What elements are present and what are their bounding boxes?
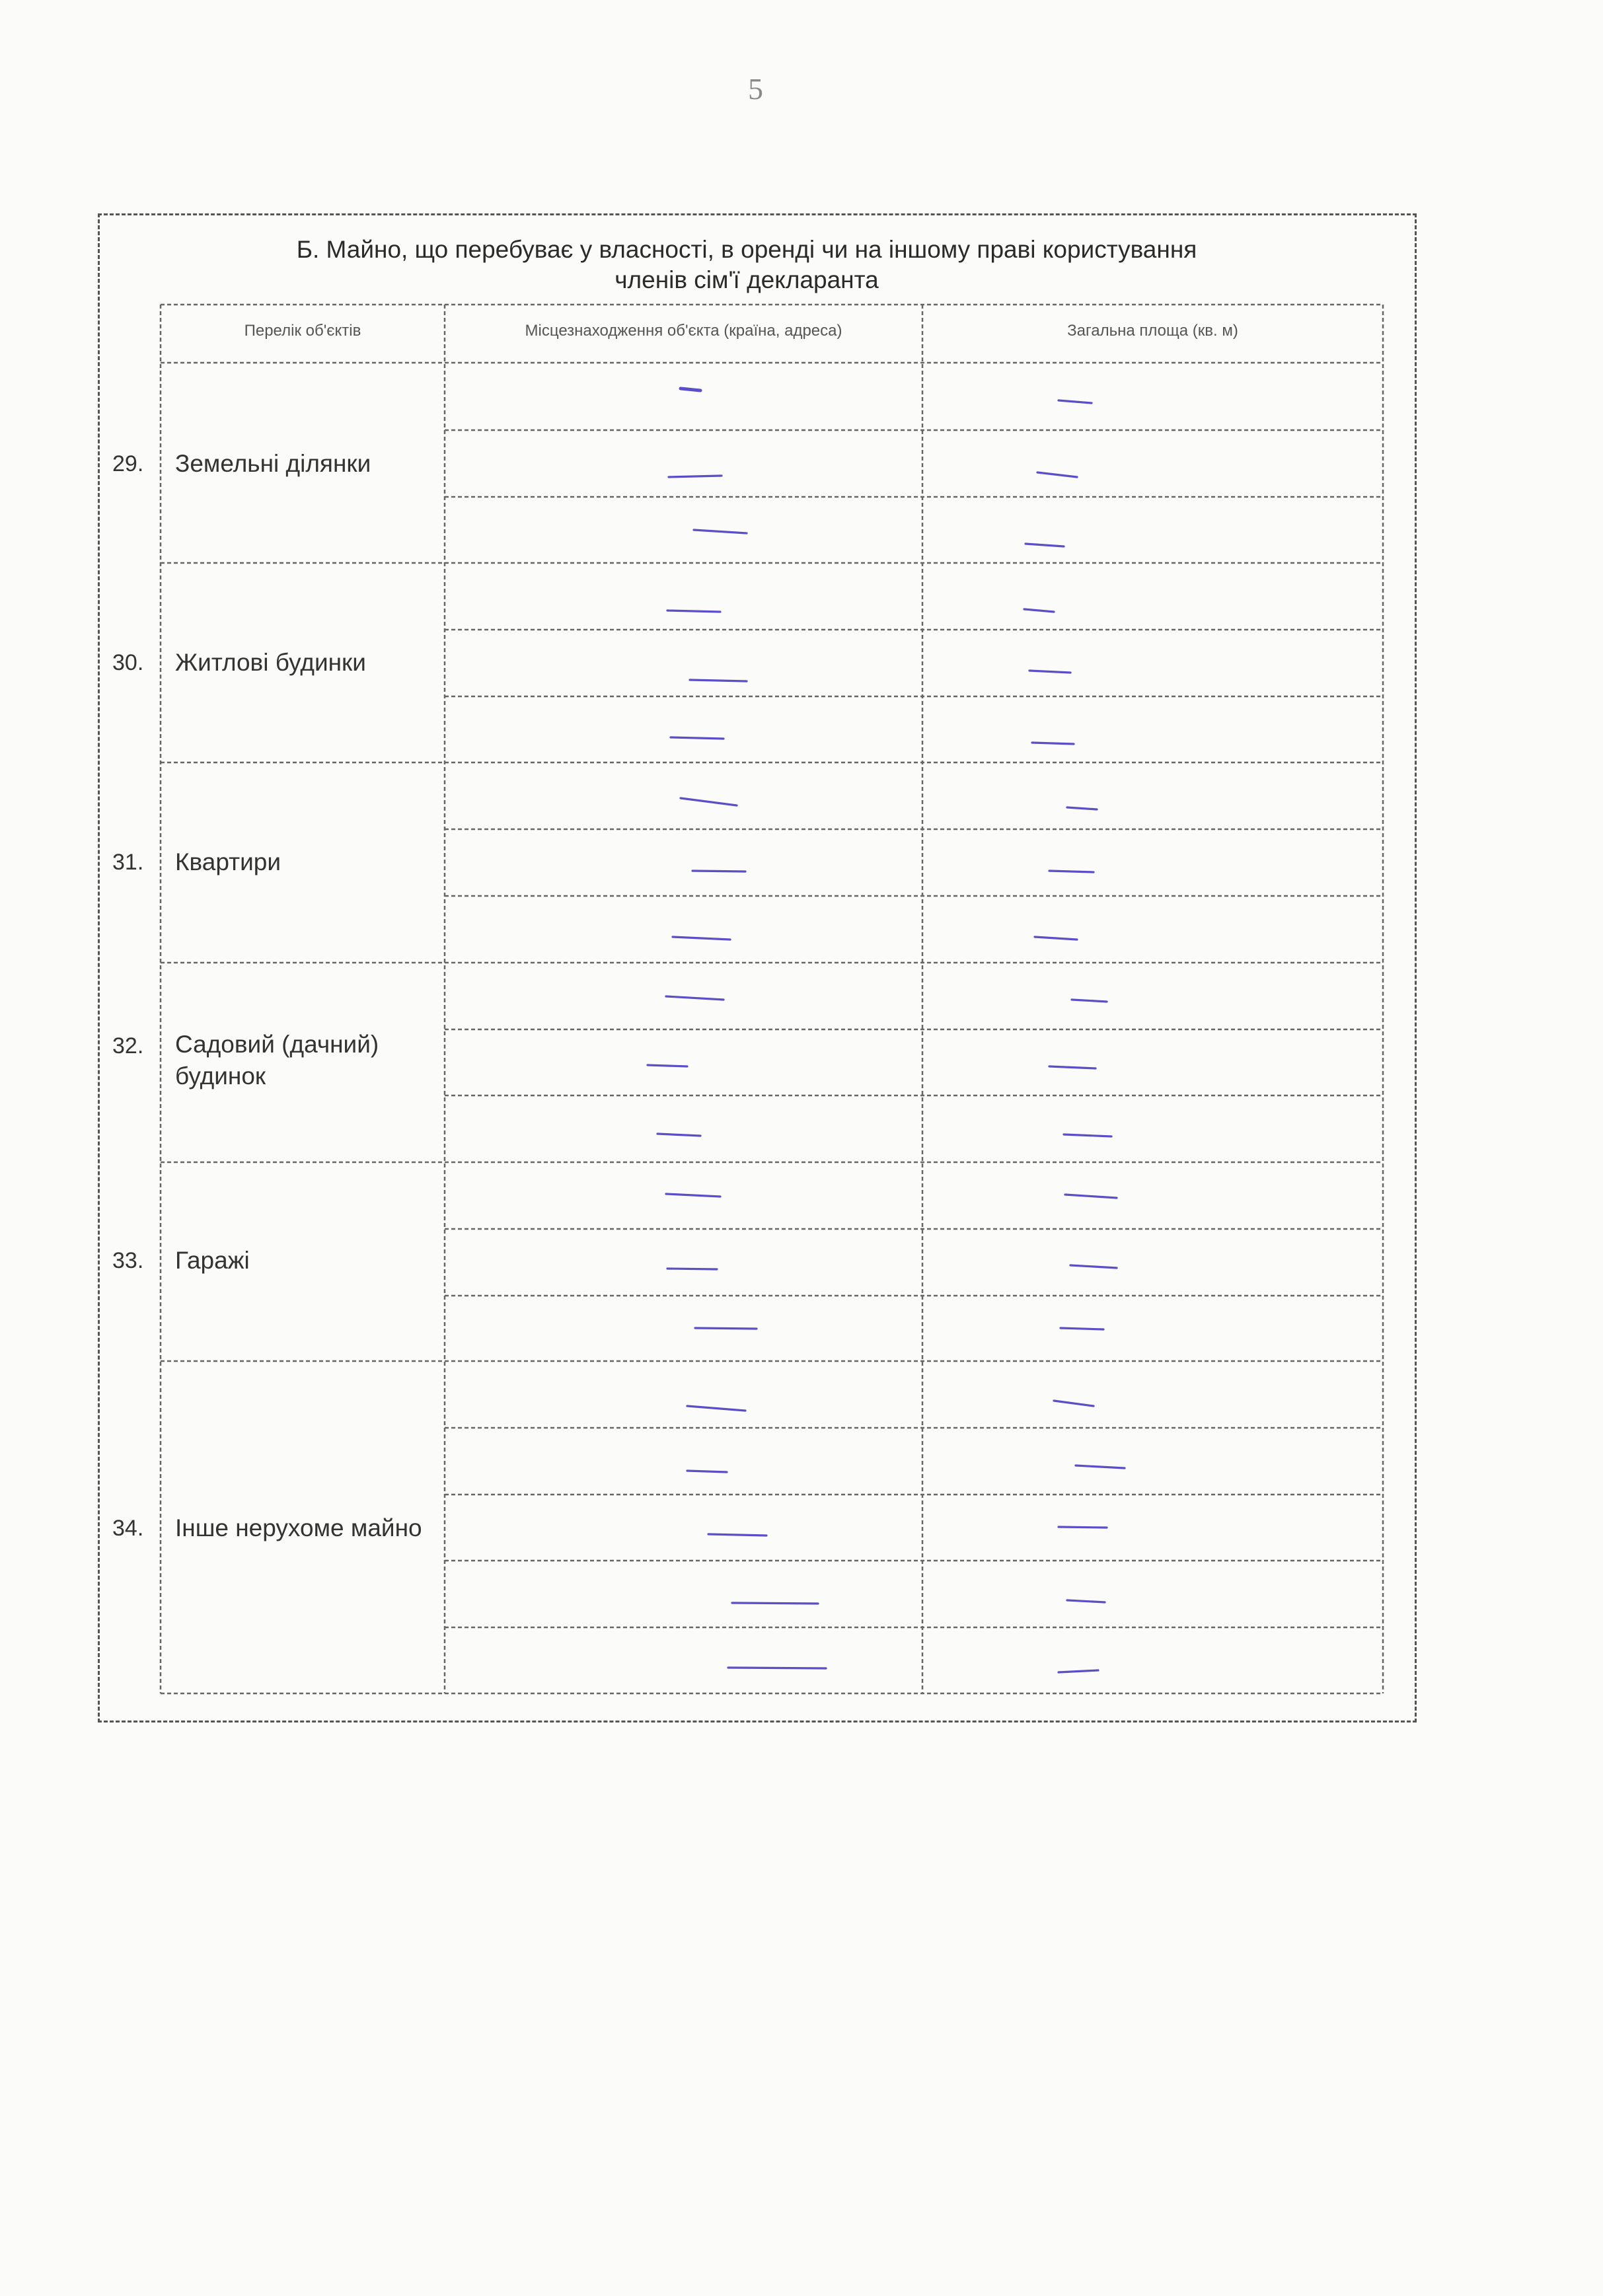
row-label-other-property: Інше нерухоме майно <box>175 1514 422 1541</box>
row-label-summer-house: Садовий (дачний) будинок <box>175 1031 379 1090</box>
header-location: Місцезнаходження об'єкта (країна, адреса) <box>525 322 842 340</box>
section-title-line2: членів сім'ї декларанта <box>615 266 879 293</box>
page-number: 5 <box>748 72 763 106</box>
row-number-34: 34. <box>112 1516 144 1541</box>
row-number-29: 29. <box>112 451 144 476</box>
header-objects: Перелік об'єктів <box>244 322 361 340</box>
row-number-30: 30. <box>112 650 144 675</box>
row-number-33: 33. <box>112 1248 144 1273</box>
row-label-land-plots: Земельні ділянки <box>175 450 371 477</box>
row-number-31: 31. <box>112 850 144 875</box>
header-area: Загальна площа (кв. м) <box>1067 322 1238 340</box>
row-label-apartments: Квартири <box>175 848 281 875</box>
row-label-garages: Гаражі <box>175 1247 250 1274</box>
row-number-32: 32. <box>112 1033 144 1058</box>
section-title-line1: Б. Майно, що перебуває у власності, в оренді чи на іншому праві користування <box>296 236 1197 263</box>
row-label-houses: Житлові будинки <box>175 649 366 676</box>
